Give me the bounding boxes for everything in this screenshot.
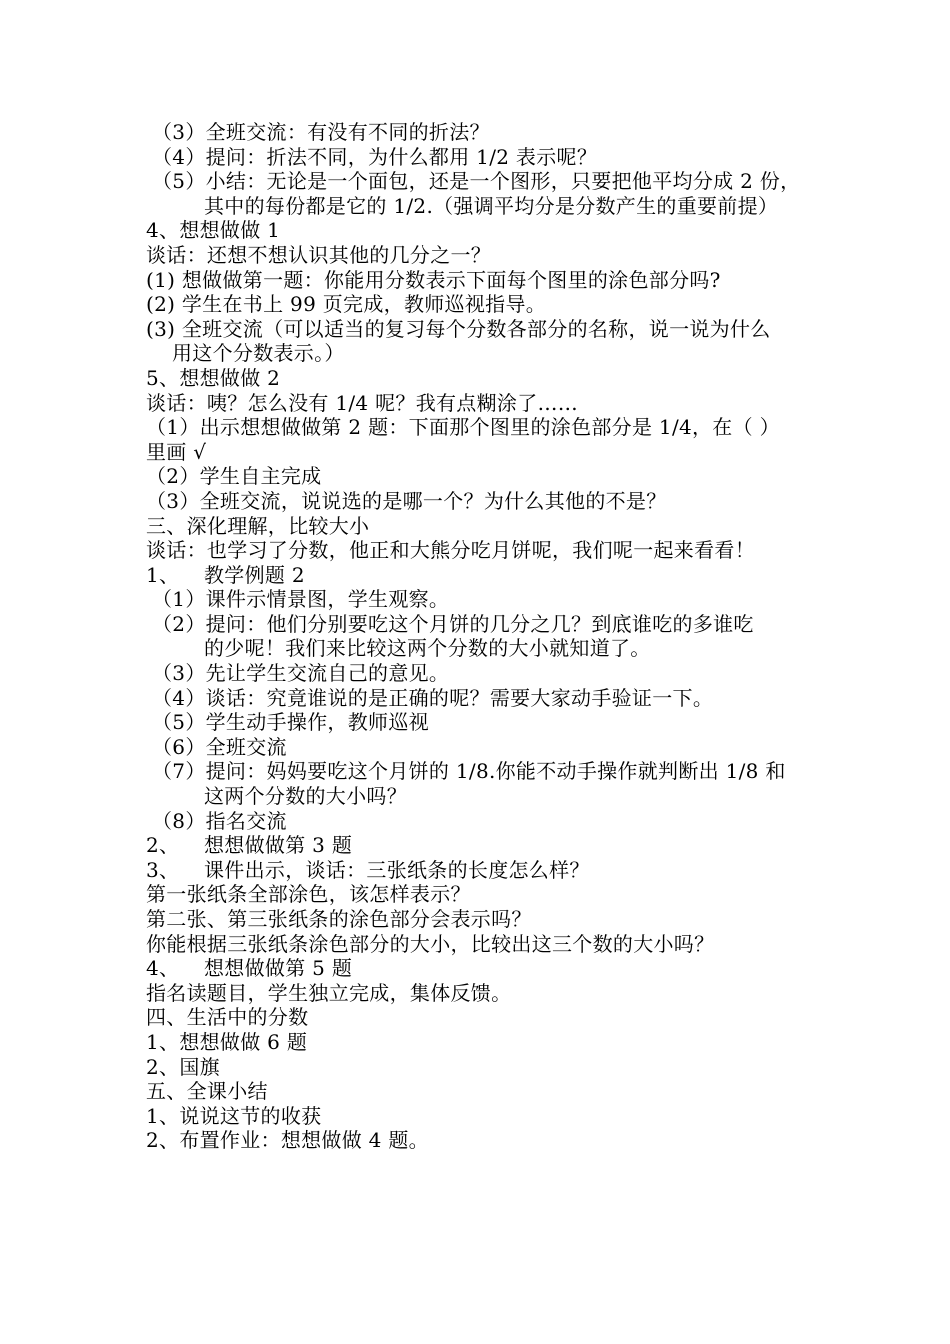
text-line bbox=[146, 563, 826, 588]
text-line: （4）谈话：究竟谁说的是正确的呢？需要大家动手验证一下。 bbox=[152, 685, 714, 710]
text-line: 这两个分数的大小吗？ bbox=[204, 784, 407, 809]
item-text: 想想做做第 5 题 bbox=[204, 956, 353, 981]
item-number: 2、 bbox=[146, 833, 180, 858]
lesson-plan-text bbox=[146, 120, 826, 1153]
item-number: 4、 bbox=[146, 956, 180, 981]
text-line: (1) 想做做第一题：你能用分数表示下面每个图里的涂色部分吗? bbox=[146, 267, 721, 292]
text-line: 指名读题目，学生独立完成，集体反馈。 bbox=[146, 980, 512, 1005]
text-line: 2、国旗 bbox=[146, 1054, 220, 1079]
text-line: 第一张纸条全部涂色，该怎样表示？ bbox=[146, 882, 471, 907]
text-line: 四、生活中的分数 bbox=[146, 1005, 309, 1030]
text-line: （1）出示想想做做第 2 题：下面那个图里的涂色部分是 1/4，在（ ） bbox=[146, 415, 780, 440]
text-line: （5）学生动手操作，教师巡视 bbox=[152, 710, 429, 735]
text-line bbox=[146, 956, 826, 981]
text-line: 谈话：也学习了分数，他正和大熊分吃月饼呢，我们呢一起来看看！ bbox=[146, 538, 755, 563]
text-line: （1）课件示情景图，学生观察。 bbox=[152, 587, 450, 612]
item-text: 教学例题 2 bbox=[204, 562, 305, 587]
text-line: （3）全班交流：有没有不同的折法？ bbox=[152, 120, 490, 144]
text-line: 4、想想做做 1 bbox=[146, 218, 281, 243]
text-line: （2）学生自主完成 bbox=[146, 464, 322, 489]
text-line: 1、想想做做 6 题 bbox=[146, 1029, 308, 1054]
text-line: (3) 全班交流（可以适当的复习每个分数各部分的名称，说一说为什么 bbox=[146, 316, 771, 341]
text-line: （2）提问：他们分别要吃这个月饼的几分之几？到底谁吃的多谁吃 bbox=[152, 611, 754, 636]
text-line bbox=[146, 833, 826, 858]
item-number: 1、 bbox=[146, 562, 180, 587]
text-line: （8）指名交流 bbox=[152, 808, 287, 833]
text-line: 第二张、第三张纸条的涂色部分会表示吗？ bbox=[146, 907, 532, 931]
text-line bbox=[146, 858, 826, 883]
text-line: 五、全课小结 bbox=[146, 1079, 268, 1104]
text-line: 用这个分数表示。） bbox=[172, 341, 345, 366]
text-line: 三、深化理解，比较大小 bbox=[146, 513, 370, 538]
item-number: 3、 bbox=[146, 857, 180, 882]
text-line: 谈话：咦？怎么没有 1/4 呢？我有点糊涂了…… bbox=[146, 390, 579, 415]
text-line: 5、想想做做 2 bbox=[146, 365, 281, 390]
item-text: 课件出示，谈话：三张纸条的长度怎么样？ bbox=[204, 857, 590, 882]
text-line: （3）先让学生交流自己的意见。 bbox=[152, 661, 450, 686]
item-text: 想想做做第 3 题 bbox=[204, 833, 353, 858]
text-line: 里画 √ bbox=[146, 439, 207, 464]
text-line: 1、说说这节的收获 bbox=[146, 1103, 322, 1128]
text-line: 你能根据三张纸条涂色部分的大小，比较出这三个数的大小吗？ bbox=[146, 931, 715, 956]
text-line: 的少呢！我们来比较这两个分数的大小就知道了。 bbox=[204, 636, 651, 661]
text-line: （7）提问：妈妈要吃这个月饼的 1/8.你能不动手操作就判断出 1/8 和 bbox=[152, 759, 786, 784]
text-line: 其中的每份都是它的 1/2.（强调平均分是分数产生的重要前提） bbox=[204, 193, 779, 218]
text-line: （4）提问：折法不同，为什么都用 1/2 表示呢？ bbox=[152, 144, 598, 169]
text-line: 2、布置作业：想想做做 4 题。 bbox=[146, 1128, 429, 1153]
text-line: （3）全班交流，说说选的是哪一个？为什么其他的不是？ bbox=[146, 488, 667, 513]
text-line: 谈话：还想不想认识其他的几分之一？ bbox=[146, 242, 492, 267]
text-line: (2) 学生在书上 99 页完成，教师巡视指导。 bbox=[146, 292, 547, 317]
text-line: （5）小结：无论是一个面包，还是一个图形，只要把他平均分成 2 份， bbox=[152, 169, 801, 194]
text-line: （6）全班交流 bbox=[152, 734, 287, 759]
